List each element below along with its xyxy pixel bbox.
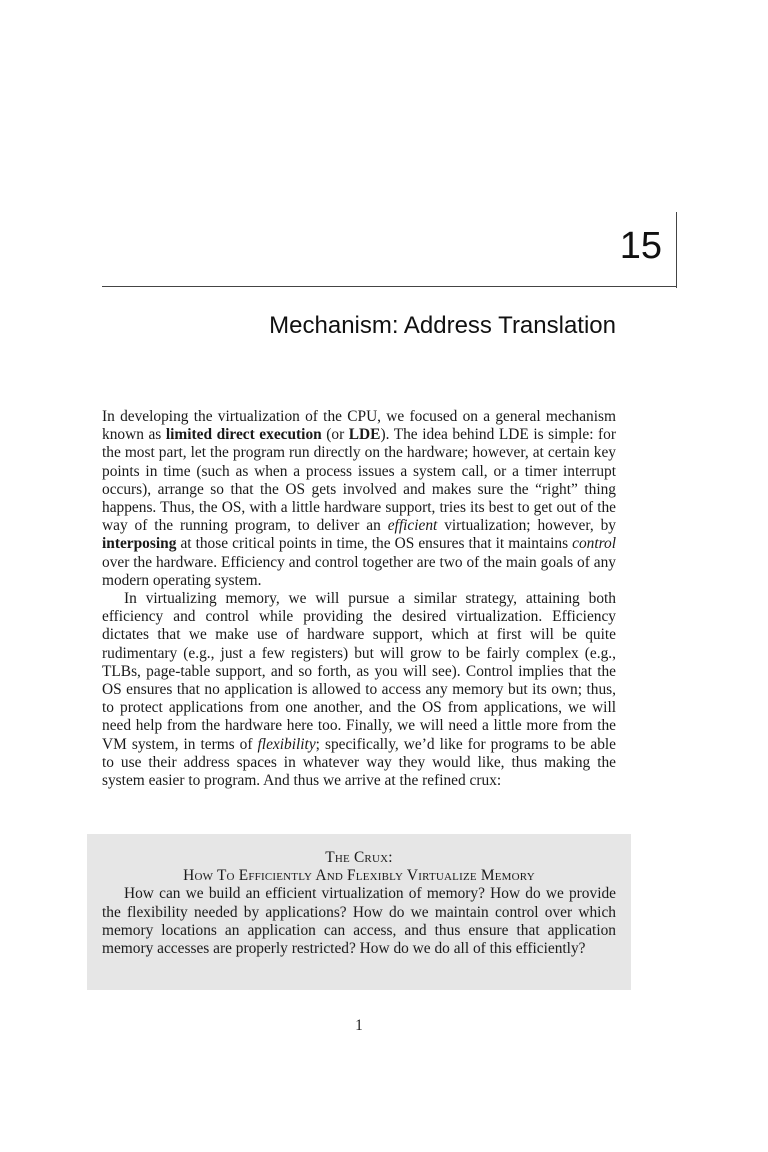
- emphasis-control: control: [572, 535, 616, 553]
- chapter-title: Mechanism: Address Translation: [269, 312, 616, 339]
- chapter-vertical-rule: [676, 212, 677, 288]
- chapter-number: 15: [619, 225, 662, 267]
- text-run: (or: [321, 426, 349, 444]
- term-interposing: interposing: [102, 535, 177, 553]
- text-run: over the hardware. Efficiency and control together are two of the main goals of any modern operating system.: [102, 553, 616, 589]
- text-run: In virtualizing memory, we will pursue a similar strategy, attaining both efficiency and control while providing the desired virtualization. Efficiency dictates that we make use of hardware support, which at first will be quite rudimentary (e.g., just a few registers) but will grow to be fairly complex (e.g., TLBs, page-table support, and so forth, as you will see). Control implies that the OS ensures that no application is allowed to access any memory but its own; thus, to protect applications from one another, and the OS from applications, we will need help from the hardware here too. Finally, we will need a little more from the VM system, in terms of: [102, 590, 616, 753]
- text-run: In developing the virtualization of the CPU, we focused on a general mechanism known as: [102, 408, 616, 444]
- page-number: 1: [355, 1017, 363, 1034]
- body-text: [102, 408, 616, 790]
- crux-body: How can we build an efficient virtualization of memory? How do we provide the flexibility needed by applications? How do we maintain control over which memory locations an application can access, and thus ensure that application memory accesses are properly restricted? How do we do all of this efficiently?: [102, 885, 616, 958]
- crux-content: [102, 849, 616, 958]
- text-run: virtualization; however, by: [437, 517, 616, 535]
- crux-label: The Crux:: [325, 849, 393, 866]
- crux-heading: How To Efficiently And Flexibly Virtualize Memory: [183, 867, 535, 885]
- term-lde: LDE: [348, 426, 381, 444]
- crux-box: [87, 834, 631, 990]
- term-limited-direct-execution: limited direct execution: [165, 426, 322, 444]
- emphasis-efficient: efficient: [387, 517, 438, 535]
- text-run: ; specifically, we’d like for programs to be able to use their address spaces in whatever way they would like, thus making the system easier to program. And thus we arrive at the refined crux:: [102, 735, 616, 790]
- paragraph-1: [102, 408, 616, 590]
- text-run: ). The idea behind LDE is simple: for the most part, let the program run directly on the hardware; however, at certain key points in time (such as when a process issues a system call, or a timer interrupt occurs), arrange so that the OS gets involved and makes sure the “right” thing happens. Thus, the OS, with a little hardware support, tries its best to get out of the way of the running program, to deliver an: [102, 426, 616, 535]
- emphasis-flexibility: flexibility: [257, 735, 316, 753]
- paragraph-2: [102, 590, 616, 790]
- chapter-horizontal-rule: [102, 286, 677, 287]
- text-run: at those critical points in time, the OS ensures that it maintains: [176, 535, 573, 553]
